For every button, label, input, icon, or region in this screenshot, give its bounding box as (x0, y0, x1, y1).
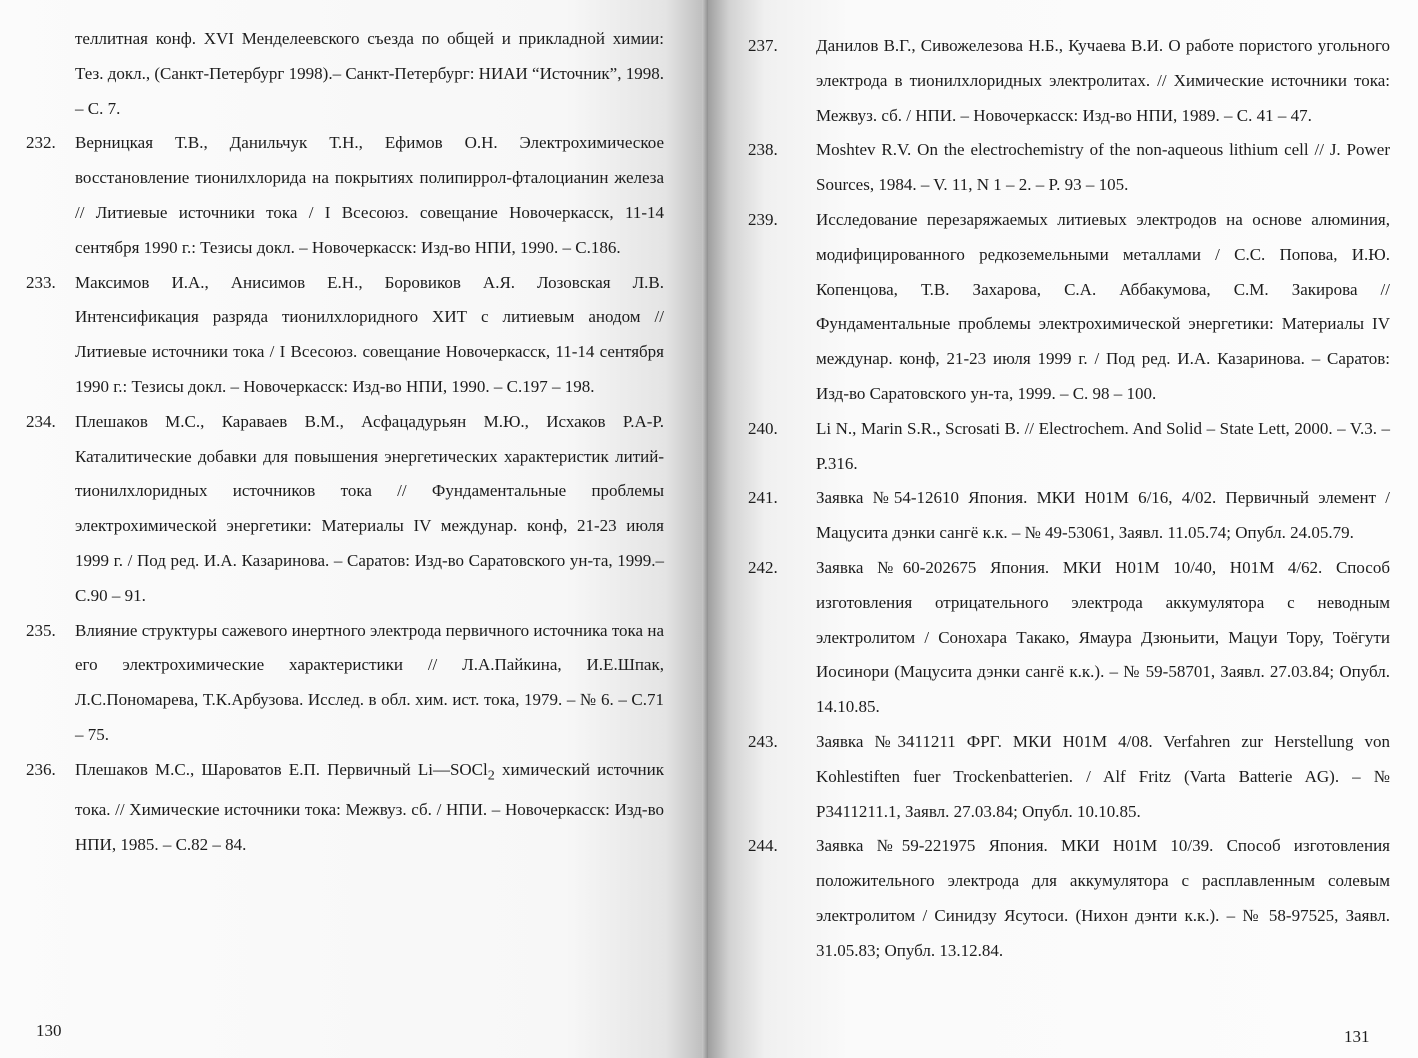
entry-text-after: химический источник тока. // Химические источники тока: Межвуз. сб. / НПИ. – Новочеркасск: Изд-во НПИ, 1985. – С.82 – 84. (75, 759, 664, 854)
entry-number: 241. (748, 488, 778, 508)
reference-entry-233 (26, 266, 664, 405)
entry-text: Заявка №54-12610 Япония. МКИ H01M 6/16, 4/02. Первичный элемент / Мацусита дэнки сангё к.к. – № 49-53061, Заявл. 11.05.74; Опубл. 24.05.79. (816, 488, 1390, 543)
reference-entry-240 (748, 412, 1390, 482)
reference-entry-237 (748, 29, 1390, 133)
entry-number: 240. (748, 418, 778, 438)
reference-entry-234 (26, 405, 664, 614)
subscript: 2 (487, 767, 495, 784)
entry-number: 238. (748, 140, 778, 160)
entry-number: 235. (26, 620, 56, 640)
entry-text: Заявка №60-202675 Япония. МКИ H01M 10/40, H01M 4/62. Способ изготовления отрицательного электрода аккумулятора с неводным электролитом / Сонохара Такако, Ямаура Дзюньити, Мацуи Тору, Тоёгути Иосинори (Мацусита дэнки сангё к.к.). – № 59-58701, Заявл. 27.03.84; Опубл. 14.10.85. (816, 557, 1390, 717)
entry-text: Исследование перезаряжаемых литиевых электродов на основе алюминия, модифицированного редкоземельными металлами / С.С. Попова, И.Ю. Копенцова, Т.В. Захарова, С.А. Аббакумова, С.М. Закирова // Фундаментальные проблемы электрохимической энергетики: Материалы IV междунар. конф, 21-23 июля 1999 г. / Под ред. И.А. Казаринова. – Саратов: Изд-во Саратовского ун-та, 1999. – С. 98 – 100. (816, 209, 1390, 403)
entry-text: Li N., Marin S.R., Scrosati B. // Electrochem. And Solid – State Lett, 2000. – V.3. – P.316. (816, 418, 1390, 473)
continuation-paragraph: теллитная конф. XVI Менделеевского съезда по общей и прикладной химии: Тез. докл., (Санкт-Петербург 1998).– Санкт-Петербург: НИАИ “Источник”, 1998. – С. 7. (75, 29, 664, 118)
reference-entry-243 (748, 725, 1390, 829)
reference-entry-236 (26, 753, 664, 863)
entry-number: 232. (26, 133, 56, 153)
entry-text: Moshtev R.V. On the electrochemistry of the non-aqueous lithium cell // J. Power Sources, 1984. – V. 11, N 1 – 2. – P. 93 – 105. (816, 140, 1390, 195)
entry-text: Заявка №3411211 ФРГ. МКИ H01M 4/08. Verfahren zur Herstellung von Kohlestiften fuer Trockenbatterien. / Alf Fritz (Varta Batterie AG). – № P3411211.1, Заявл. 27.03.84; Опубл. 10.10.85. (816, 731, 1390, 821)
right-page-text (748, 29, 1390, 969)
entry-number: 236. (26, 759, 56, 779)
entry-text-before: Плешаков М.С., Шароватов Е.П. Первичный Li—SOCl (75, 759, 488, 779)
entry-number: 242. (748, 557, 778, 577)
entry-number: 234. (26, 411, 56, 431)
entry-text (75, 760, 664, 854)
reference-entry-244 (748, 829, 1390, 968)
reference-entry-238 (748, 133, 1390, 203)
reference-entry-239 (748, 203, 1390, 412)
reference-entry-242 (748, 551, 1390, 725)
left-page-text (26, 22, 664, 863)
entry-text: Верницкая Т.В., Данильчук Т.Н., Ефимов О.Н. Электрохимическое восстановление тионилхлорида на покрытиях полипиррол-фталоцианин железа // Литиевые источники тока / I Всесоюз. совещание Новочеркасск, 11-14 сентября 1990 г.: Тезисы докл. – Новочеркасск: Изд-во НПИ, 1990. – С.186. (75, 133, 664, 257)
reference-entry-241 (748, 481, 1390, 551)
entry-text: Данилов В.Г., Сивожелезова Н.Б., Кучаева В.И. О работе пористого угольного электрода в тионилхлоридных электролитах. // Химические источники тока: Межвуз. сб. / НПИ. – Новочеркасск: Изд-во НПИ, 1989. – С. 41 – 47. (816, 36, 1390, 125)
entry-text: Влияние структуры сажевого инертного электрода первичного источника тока на его электрохимические характеристики // Л.А.Пайкина, И.Е.Шпак, Л.С.Пономарева, Т.К.Арбузова. Исслед. в обл. хим. ист. тока, 1979. – № 6. – С.71 – 75. (75, 620, 664, 744)
entry-number: 244. (748, 836, 778, 856)
right-page (708, 0, 1418, 1058)
reference-entry-235 (26, 614, 664, 753)
entry-number: 233. (26, 272, 56, 292)
entry-text: Заявка №59-221975 Япония. МКИ H01M 10/39. Способ изготовления положительного электрода для аккумулятора с расплавленным солевым электролитом / Синидзу Ясутоси. (Нихон дэнти к.к.). – № 58-97525, Заявл. 31.05.83; Опубл. 13.12.84. (816, 836, 1390, 960)
entry-number: 243. (748, 731, 778, 751)
entry-number: 237. (748, 36, 778, 55)
reference-entry-232 (26, 126, 664, 265)
left-page (0, 0, 708, 1058)
page-number-left: 130 (36, 1021, 62, 1040)
entry-number: 239. (748, 209, 778, 229)
entry-text: Максимов И.А., Анисимов Е.Н., Боровиков А.Я. Лозовская Л.В. Интенсификация разряда тионилхлоридного ХИТ с литиевым анодом // Литиевые источники тока / I Всесоюз. совещание Новочеркасск, 11-14 сентября 1990 г.: Тезисы докл. – Новочеркасск: Изд-во НПИ, 1990. – С.197 – 198. (75, 272, 664, 396)
entry-text: Плешаков М.С., Караваев В.М., Асфацадурьян М.Ю., Исхаков Р.А-Р. Каталитические добавки для повышения энергетических характеристик литий-тионилхлоридных источников тока // Фундаментальные проблемы электрохимической энергетики: Материалы IV междунар. конф, 21-23 июля 1999 г. / Под ред. И.А. Казаринова. – Саратов: Изд-во Саратовского ун-та, 1999.– С.90 – 91. (75, 411, 664, 605)
page-number-right: 131 (1344, 1027, 1370, 1046)
